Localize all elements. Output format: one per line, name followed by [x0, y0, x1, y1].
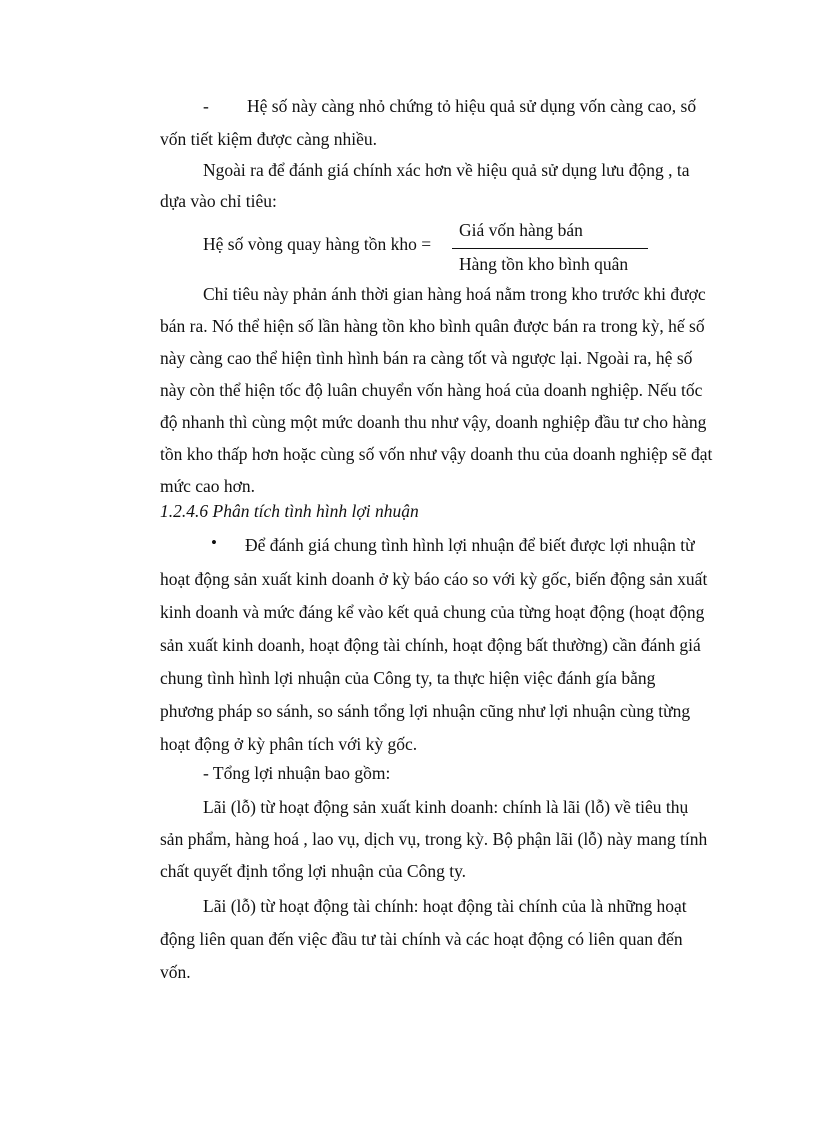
section-heading: 1.2.4.6 Phân tích tình hình lợi nhuận	[160, 501, 419, 521]
text-line: này còn thể hiện tốc độ luân chuyển vốn hàng hoá của doanh nghiệp. Nếu tốc	[160, 380, 703, 400]
text-line: vốn.	[160, 962, 191, 982]
text-line: Lãi (lỗ) từ hoạt động sản xuất kinh doanh: chính là lãi (lỗ) về tiêu thụ	[203, 797, 689, 817]
text-line: chất quyết định tổng lợi nhuận của Công ty.	[160, 861, 467, 881]
text-line: phương pháp so sánh, so sánh tổng lợi nhuận cũng như lợi nhuận cùng từng	[160, 701, 691, 721]
text-line: này càng cao thể hiện tình hình bán ra càng tốt và ngược lại. Ngoài ra, hệ số	[160, 348, 693, 368]
text-line: dựa vào chỉ tiêu:	[160, 191, 277, 211]
text-line: mức cao hơn.	[160, 476, 256, 496]
text-line: độ nhanh thì cùng một mức doanh thu như vậy, doanh nghiệp đầu tư cho hàng	[160, 412, 707, 432]
text-line: Hệ số này càng nhỏ chứng tỏ hiệu quả sử dụng vốn càng cao, số	[247, 96, 697, 116]
formula-label: Hệ số vòng quay hàng tồn kho =	[203, 234, 432, 254]
fraction-bar	[452, 248, 648, 249]
bullet-icon: •	[211, 533, 217, 552]
text-line: hoạt động ở kỳ phân tích với kỳ gốc.	[160, 734, 418, 754]
text-line: động liên quan đến việc đầu tư tài chính và các hoạt động có liên quan đến	[160, 929, 683, 949]
text-line: Lãi (lỗ) từ hoạt động tài chính: hoạt động tài chính của là những hoạt	[203, 896, 687, 916]
text-line: Để đánh giá chung tình hình lợi nhuận để biết được lợi nhuận từ	[245, 535, 695, 555]
formula-denominator: Hàng tồn kho bình quân	[459, 254, 629, 274]
text-line: sản xuất kinh doanh, hoạt động tài chính, hoạt động bất thường) cần đánh giá	[160, 635, 701, 655]
text-line: Ngoài ra để đánh giá chính xác hơn về hiệu quả sử dụng lưu động , ta	[203, 160, 690, 180]
text-line: bán ra. Nó thể hiện số lần hàng tồn kho bình quân được bán ra trong kỳ, hế số	[160, 316, 705, 336]
text-line: kinh doanh và mức đáng kể vào kết quả chung của từng hoạt động (hoạt động	[160, 602, 705, 622]
dash-marker: -	[203, 96, 209, 116]
text-line: chung tình hình lợi nhuận của Công ty, ta thực hiện việc đánh gía bằng	[160, 668, 656, 688]
list-intro: - Tổng lợi nhuận bao gồm:	[203, 763, 391, 783]
text-line: Chỉ tiêu này phản ánh thời gian hàng hoá nằm trong kho trước khi được	[203, 284, 706, 304]
text-line: tồn kho thấp hơn hoặc cùng số vốn như vậy doanh thu của doanh nghiệp sẽ đạt	[160, 444, 713, 464]
formula-numerator: Giá vốn hàng bán	[459, 220, 583, 240]
text-line: hoạt động sản xuất kinh doanh ở kỳ báo cáo so với kỳ gốc, biến động sản xuất	[160, 569, 708, 589]
text-line: vốn tiết kiệm được càng nhiều.	[160, 129, 378, 149]
text-line: sản phẩm, hàng hoá , lao vụ, dịch vụ, trong kỳ. Bộ phận lãi (lỗ) này mang tính	[160, 829, 708, 849]
